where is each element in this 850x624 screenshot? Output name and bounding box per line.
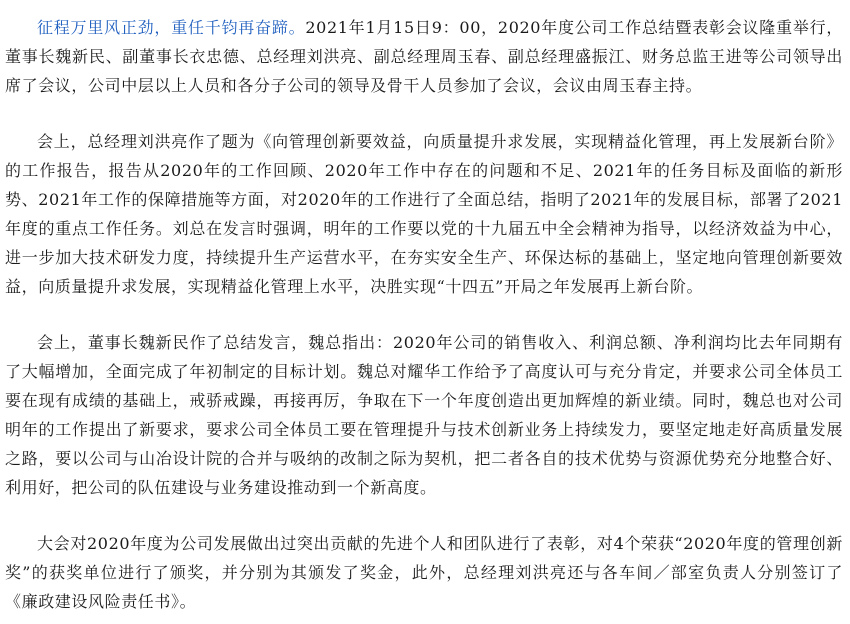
paragraph-opening [5,13,843,100]
paragraph-text: 会上，董事长魏新民作了总结发言，魏总指出：2020年公司的销售收入、利润总额、净利润均比去年同期有了大幅增加，全面完成了年初制定的目标计划。魏总对耀华工作给予了高度认可与充分肯定，并要求公司全体员工要在现有成绩的基础上，戒骄戒躁，再接再厉，争取在下一个年度创造出更加辉煌的新业绩。同时，魏总也对公司明年的工作提出了新要求，要求公司全体员工要在管理提升与技术创新业务上持续发力，要坚定地走好高质量发展之路，要以公司与山冶设计院的合并与吸纳的改制之际为契机，把二者各自的技术优势与资源优势充分地整合好、利用好，把公司的队伍建设与业务建设推动到一个新高度。 [5,333,843,497]
paragraph-chairman-speech [5,328,843,502]
paragraph-awards [5,529,843,616]
paragraph-general-manager-report [5,127,843,301]
paragraph-text: 会上，总经理刘洪亮作了题为《向管理创新要效益，向质量提升求发展，实现精益化管理，再上发展新台阶》的工作报告，报告从2020年的工作回顾、2020年工作中存在的问题和不足、2021年的任务目标及面临的新形势、2021年工作的保障措施等方面，对2020年的工作进行了全面总结，指明了2021年的发展目标，部署了2021年度的重点工作任务。刘总在发言时强调，明年的工作要以党的十九届五中全会精神为指导，以经济效益为中心，进一步加大技术研发力度，持续提升生产运营水平，在夯实安全生产、环保达标的基础上，坚定地向管理创新要效益，向质量提升求发展，实现精益化管理上水平，决胜实现“十四五”开局之年发展再上新台阶。 [5,132,843,296]
paragraph-text: 大会对2020年度为公司发展做出过突出贡献的先进个人和团队进行了表彰，对4个荣获“2020年度的管理创新奖”的获奖单位进行了颁奖，并分别为其颁发了奖金，此外，总经理刘洪亮还与各车间／部室负责人分别签订了《廉政建设风险责任书》。 [5,534,843,611]
paragraph-text: 2021年1月15日9：00，2020年度公司工作总结暨表彰会议隆重举行，董事长魏新民、副董事长衣忠德、总经理刘洪亮、副总经理周玉春、副总经理盛振江、财务总监王进等公司领导出席了会议，公司中层以上人员和各分子公司的领导及骨干人员参加了会议，会议由周玉春主持。 [5,18,843,95]
highlighted-lead-phrase: 征程万里风正劲，重任千钧再奋蹄。 [37,18,306,37]
